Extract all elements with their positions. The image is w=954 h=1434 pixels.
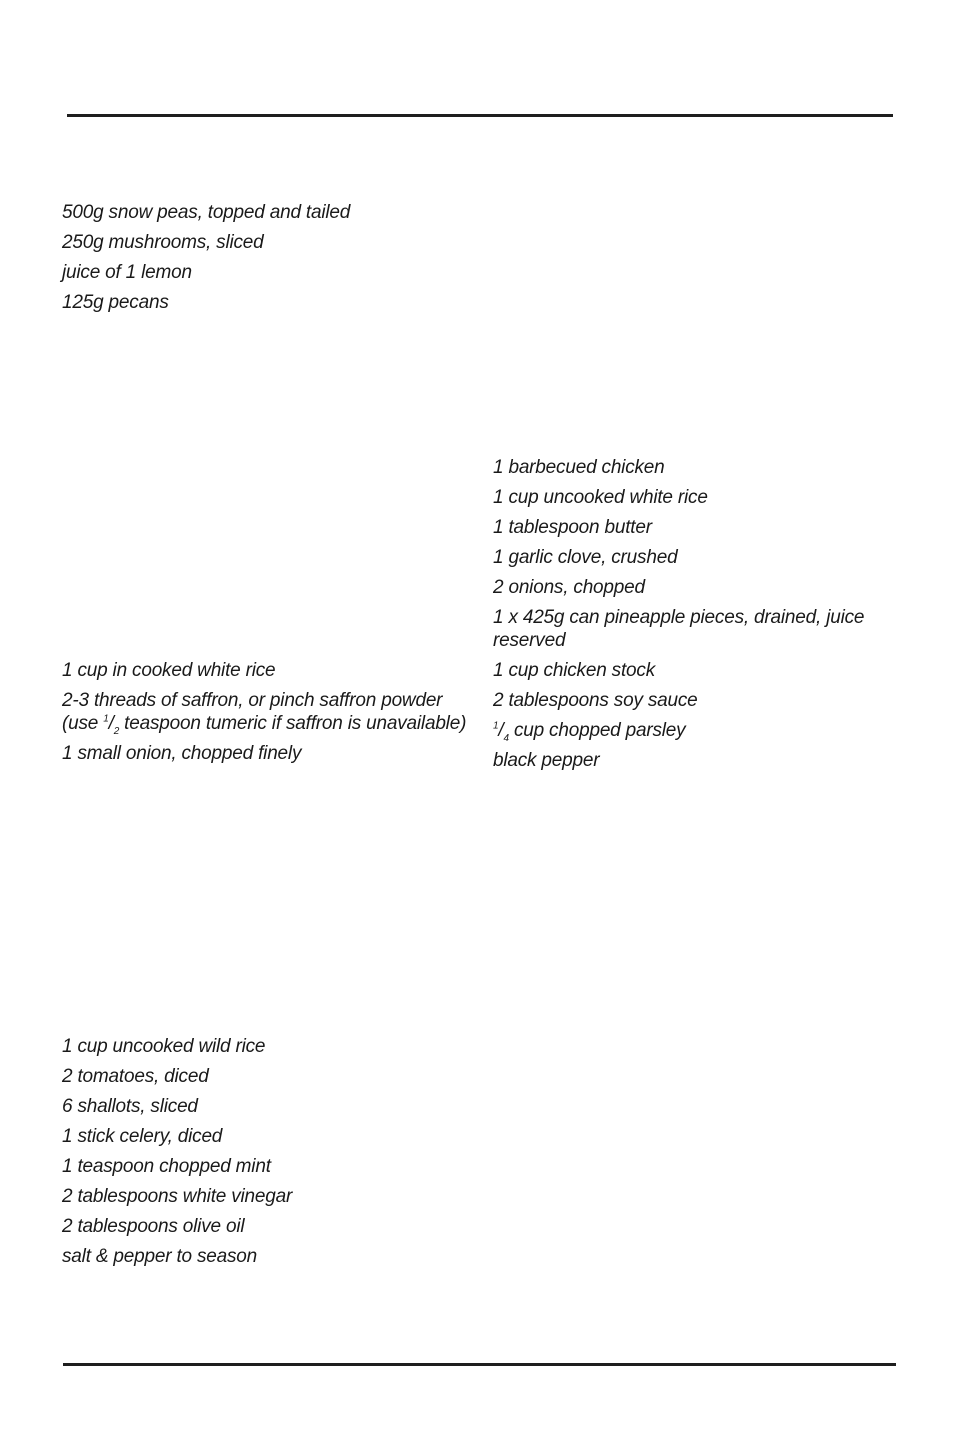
ingredient-line: 2-3 threads of saffron, or pinch saffron powder — [62, 690, 443, 711]
ingredient-item: 1 cup uncooked wild rice — [62, 1036, 266, 1057]
ingredient-line: reserved — [493, 630, 566, 651]
ingredient-note: (use $^1/_2$ teaspoon tumeric if saffron is unavailable) — [62, 713, 467, 737]
ingredient-item: 1 cup in cooked white rice — [62, 660, 276, 681]
ingredient-item: 6 shallots, sliced — [62, 1096, 198, 1117]
ingredient-line: 1 x 425g can pineapple pieces, drained, juice — [493, 607, 865, 628]
ingredient-item: 2 tomatoes, diced — [62, 1066, 209, 1087]
fraction-denominator: 4 — [503, 732, 509, 744]
ingredient-item: 1 cup chicken stock — [493, 660, 656, 681]
snow-peas-ingredient-list — [62, 201, 482, 321]
note-suffix: teaspoon tumeric if saffron is unavailable) — [119, 713, 467, 734]
ingredient-item — [62, 689, 482, 735]
ingredient-item: 1 tablespoon butter — [493, 517, 652, 538]
ingredient-item: black pepper — [493, 750, 600, 771]
ingredient-item: 250g mushrooms, sliced — [62, 232, 264, 253]
ingredient-item: 2 onions, chopped — [493, 577, 645, 598]
ingredient-item: salt & pepper to season — [62, 1246, 258, 1267]
ingredient-item: 1 barbecued chicken — [493, 457, 665, 478]
ingredient-item: 2 tablespoons white vinegar — [62, 1186, 293, 1207]
ingredient-item: 2 tablespoons olive oil — [62, 1216, 245, 1237]
ingredient-item — [493, 606, 883, 652]
fraction-denominator: 2 — [113, 725, 120, 737]
fraction-numerator: 1 — [493, 720, 499, 732]
ingredient-text: cup chopped parsley — [513, 720, 686, 741]
saffron-rice-ingredient-list — [62, 659, 482, 772]
ingredient-item: 1 stick celery, diced — [62, 1126, 223, 1147]
ingredient-item: 500g snow peas, topped and tailed — [62, 202, 351, 223]
wild-rice-ingredient-list — [62, 1035, 482, 1275]
ingredient-item: 1 small onion, chopped finely — [62, 743, 302, 764]
ingredient-item: 125g pecans — [62, 292, 169, 313]
note-prefix: (use — [62, 713, 104, 734]
bottom-divider-rule — [63, 1363, 896, 1366]
chicken-pineapple-ingredient-list — [493, 456, 883, 779]
top-divider-rule — [67, 114, 893, 117]
ingredient-item: 1 garlic clove, crushed — [493, 547, 678, 568]
ingredient-item: $^1/_4$ cup chopped parsley — [493, 720, 686, 744]
ingredient-item: 2 tablespoons soy sauce — [493, 690, 698, 711]
ingredient-item: 1 teaspoon chopped mint — [62, 1156, 271, 1177]
fraction-numerator: 1 — [103, 713, 109, 725]
ingredient-item: juice of 1 lemon — [62, 262, 192, 283]
ingredient-item: 1 cup uncooked white rice — [493, 487, 708, 508]
